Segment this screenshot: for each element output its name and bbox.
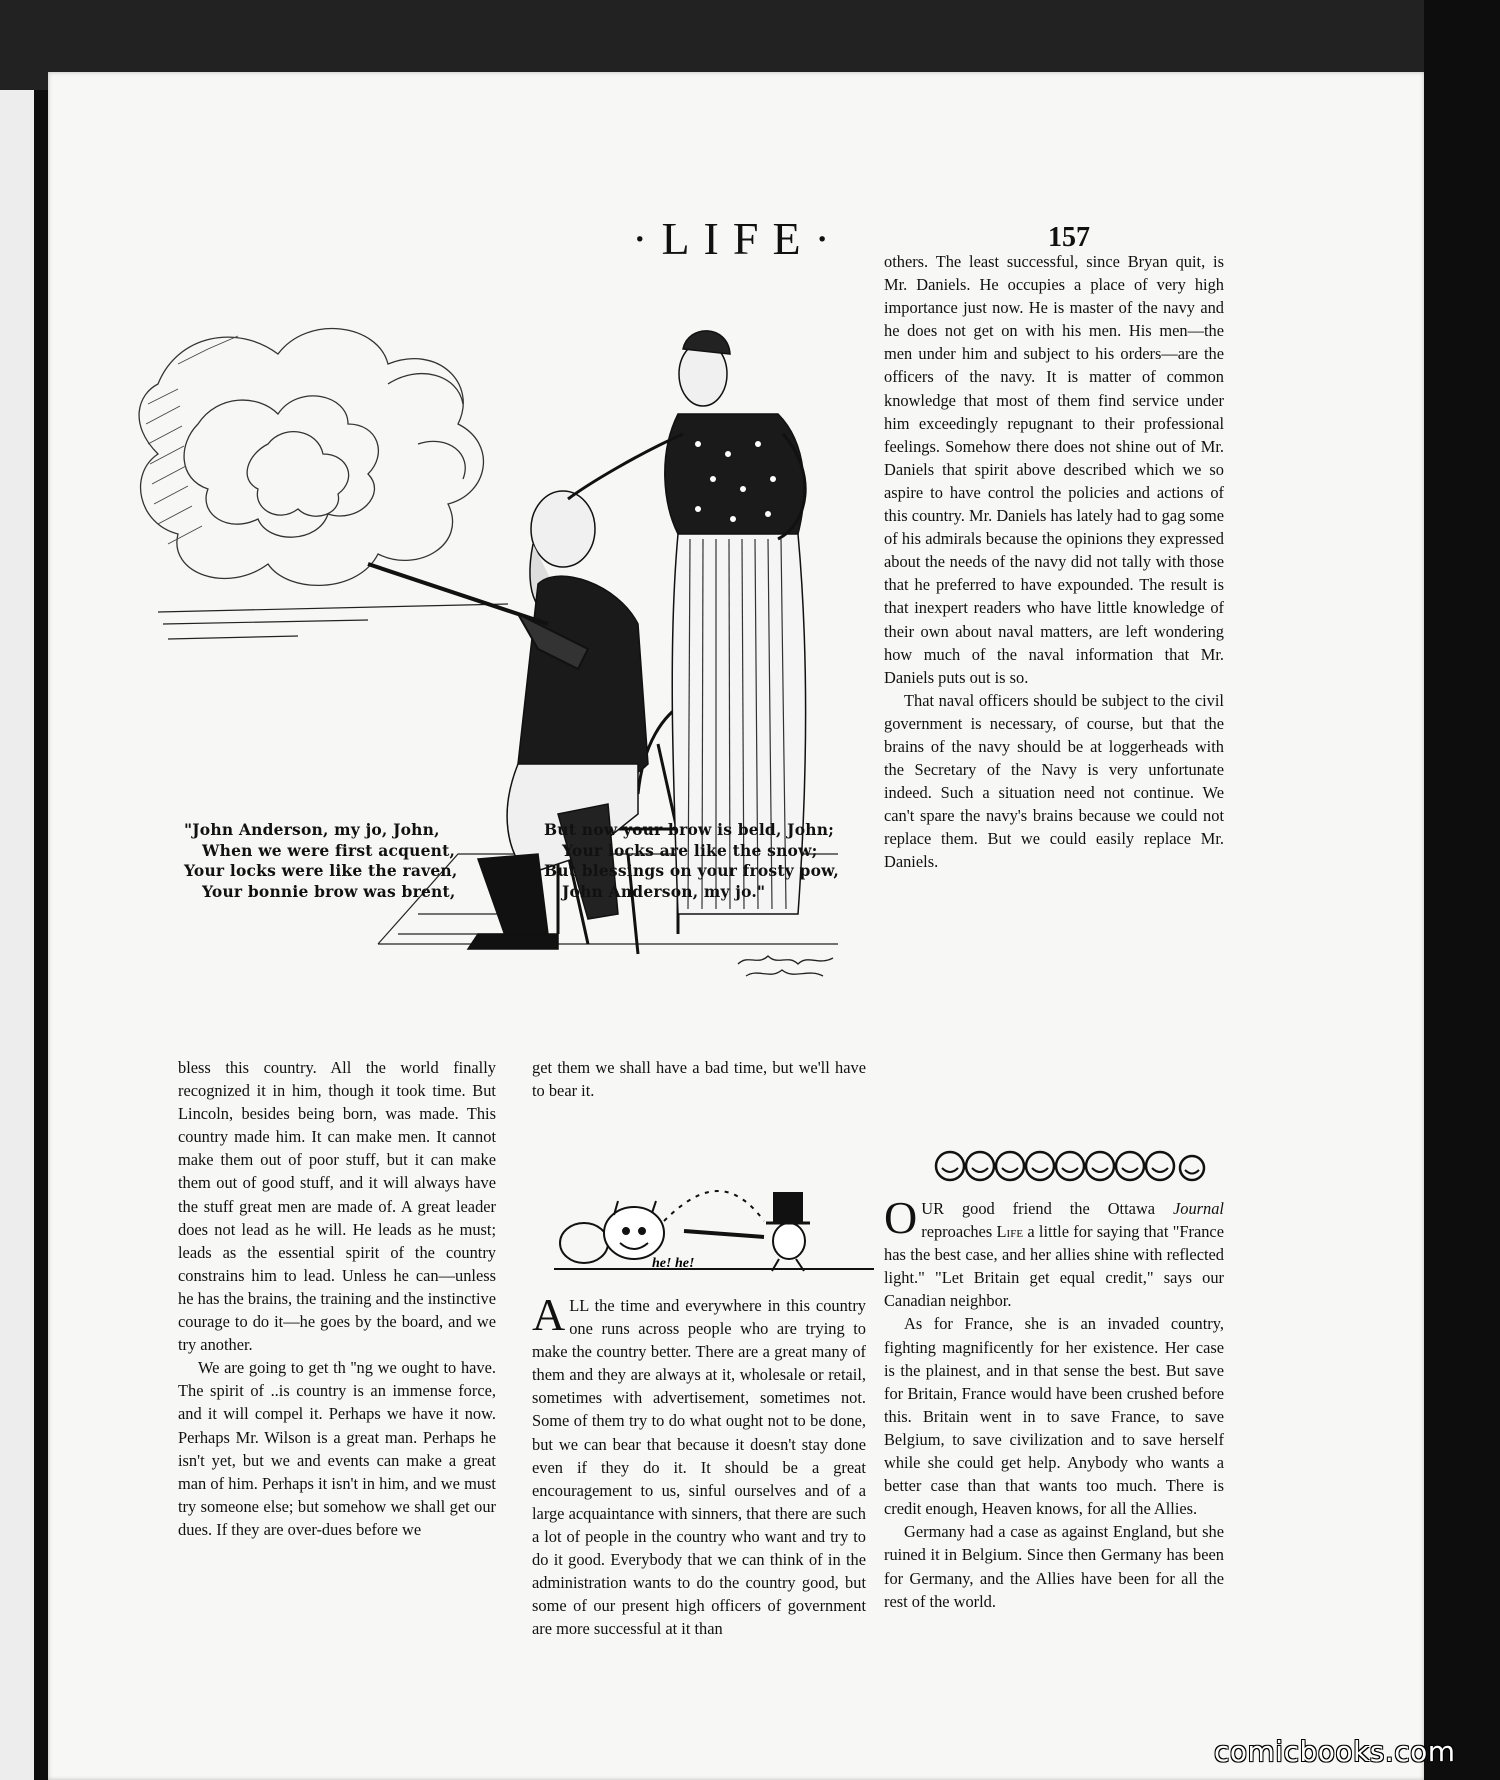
paragraph: others. The least successful, since Bryan quit, is Mr. Daniels. He occupies a place of very high importance just now. He is master of the navy and he does not get on with his men. His men—the men under him and subject to his orders—are the officers of the navy. It is matter of common knowledge that most of them find service under him exceedingly repugnant to their professional feelings. Somehow there does not shine out of Mr. Daniels that spirit above described which we so aspire to have control the policies and actions of this country. Mr. Daniels has lately had to gag some of his admirals because the opinions they expressed about the needs of the navy did not tally with those that he preferred to have expounded. The result is that inexpert readers who have little knowledge of their own about naval matters, are left wondering how much of the naval information that Mr. Daniels puts out is so.: [884, 252, 1224, 687]
paragraph: As for France, she is an invaded country, fighting magnificently for her existence. Her case is the plainest, and in that sense the best. But save for Britain, France would have been crushed before this. Britain went in to save France, to save Belgium, to save civilization and to save herself while she could get help. Anybody who wants a better case than that wants too much. There is credit enough, Heaven knows, for all the Allies.: [884, 1314, 1224, 1519]
right-column-bottom: [884, 1192, 1224, 1613]
caption-line: When we were first acquent,: [202, 840, 456, 860]
paragraph: [884, 1192, 1224, 1312]
horizon: [158, 604, 508, 639]
magazine-page: [48, 72, 1424, 1780]
caption-line: Your locks are like the snow;: [562, 840, 818, 860]
watermark: comicbooks.com: [1214, 1735, 1456, 1768]
caption-line: But now your brow is beld, John;: [544, 820, 835, 839]
page-number: 157: [1048, 222, 1090, 253]
spot-label: he! he!: [652, 1256, 695, 1271]
book-spine: [34, 90, 48, 1780]
smoke-hatching: [146, 336, 238, 544]
drop-cap: O: [884, 1192, 918, 1243]
caption-verse-right: [544, 820, 839, 902]
left-column: [178, 1056, 496, 1541]
caption-line: But blessings on your frosty pow,: [544, 861, 839, 880]
smoke-cloud: [139, 329, 483, 586]
smiley-ornament: [928, 1144, 1228, 1188]
paragraph: bless this country. All the world finally recognized it in him, though it took time. But Lincoln, besides being born, was made. This country made him. It can make men. It cannot make them out of poor stuff, but it can make them out of good stuff, and it will always have the stuff great men are made of. A great leader does not lead as he will. He leads as he must; leads as the essential spirit of the country constrains him to lead. Unless he can—unless he has the brains, the training and the instinctive courage to do it—he goes by the board, and we try another.: [178, 1058, 496, 1355]
right-column-top: [884, 250, 1224, 874]
drop-cap: A: [532, 1289, 566, 1340]
text-run: UR good friend the Ottawa: [921, 1199, 1173, 1218]
paragraph: get them we shall have a bad time, but we'll have to bear it.: [532, 1058, 866, 1101]
middle-column-top: [532, 1056, 866, 1102]
paragraph: That naval officers should be subject to the civil government is necessary, of course, but that the brains of the navy should be at loggerheads with the Secretary of the Navy is very unfortunate indeed. Such a situation need not continue. We can't spare the navy's brains because we could not replace them. But we could easily replace Mr. Daniels.: [884, 690, 1224, 872]
text-run: reproaches: [921, 1222, 997, 1242]
caption-line: Your locks were like the raven,: [184, 861, 458, 880]
masthead: ·LIFE·: [632, 213, 844, 264]
spot-illustration: [534, 1171, 894, 1291]
magazine-name: Life: [996, 1222, 1024, 1242]
caption-line: "John Anderson, my jo, John,: [184, 820, 440, 839]
caption-line: John Anderson, my jo.": [562, 881, 766, 901]
text-run: a little for saying that "France has the best case, and her allies shine with reflected light." "Let Britain get equal credit," says our Canadian neighbor.: [884, 1222, 1224, 1311]
paragraph-text: LL the time and everywhere in this country one runs across people who are trying to make the country better. There are a great many of them and they are always at it, wholesale or retail, sometimes with advertisement, sometimes not. Some of them try to do what ought not to be done, but we can bear that because it doesn't stay done even if they do it. It should be a great encouragement to us, sinful ourselves and of a large acquaintance with sinners, that there are such a lot of people in the country who want and try to do it good. Everybody that we can think of in the administration wants to do the country good, but some of our present high officers of government are more successful at it than: [532, 1296, 866, 1639]
paragraph: [532, 1289, 866, 1640]
caption-verse-left: [184, 820, 457, 902]
middle-column-body: [532, 1289, 866, 1640]
caption-line: Your bonnie brow was brent,: [202, 881, 456, 901]
paragraph: Germany had a case as against England, but she ruined it in Belgium. Since then Germany has been for Germany, and the Allies have been for all the rest of the world.: [884, 1522, 1224, 1611]
facing-page-edge: [0, 90, 34, 1780]
paragraph: We are going to get th ''ng we ought to have. The spirit of ..is country is an immense force, and it will compel it. Perhaps we have it now. Perhaps Mr. Wilson is a great man. Perhaps he isn't yet, but we and events can make a great man of him. Perhaps it isn't in him, and we must try someone else; but somehow we shall get our dues. If they are over-dues before we: [178, 1358, 496, 1539]
scan-border: [1424, 0, 1500, 1780]
artist-signature: [738, 956, 833, 976]
publication-name: Journal: [1173, 1199, 1224, 1218]
